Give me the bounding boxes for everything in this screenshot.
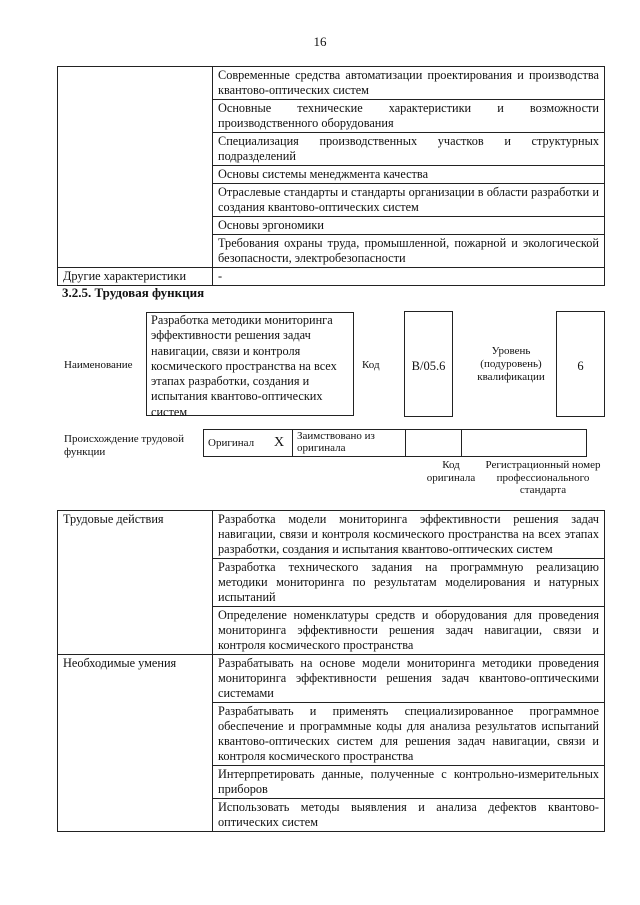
reg-number-cell xyxy=(462,430,587,457)
function-code-box: B/05.6 xyxy=(404,311,453,417)
table-row: Современные средства автоматизации проектирования и производства квантово-оптических систем xyxy=(213,67,605,100)
origin-table xyxy=(203,429,587,457)
name-label: Наименование xyxy=(64,359,133,371)
table-row: Разрабатывать и применять специализированное программное обеспечение и программные коды для анализа результатов испытаний квантово-оптических систем для решения задач навигации, связи и контроля космического пространства xyxy=(213,703,605,766)
table-row: Определение номенклатуры средств и оборудования для проведения мониторинга эффективности решения задач навигации, связи и контроля космического пространства xyxy=(213,607,605,655)
table-row: Разрабатывать на основе модели мониторинга методики проведения мониторинга эффективности решения задач квантово-оптическими системами xyxy=(213,655,605,703)
original-code-cell xyxy=(406,430,462,457)
section-title: 3.2.5. Трудовая функция xyxy=(62,285,205,300)
knowledge-label-cell xyxy=(58,67,213,268)
level-box: 6 xyxy=(556,311,605,417)
origin-label: Происхождение трудовой функции xyxy=(64,433,185,458)
page-number: 16 xyxy=(313,34,327,49)
other-characteristics-label: Другие характеристики xyxy=(58,268,213,286)
table-row: Разработка модели мониторинга эффективности решения задач навигации, связи и контроля космического пространства на всех этапах разработки, создания и испытания квантово-оптических систем xyxy=(213,511,605,559)
table-row: Специализация производственных участков и структурных подразделений xyxy=(213,133,605,166)
code-caption: Код оригинала xyxy=(426,459,476,484)
table-row: Требования охраны труда, промышленной, пожарной и экологической безопасности, электробезопасности xyxy=(213,235,605,268)
skills-label: Необходимые умения xyxy=(58,655,213,832)
table-row: Отраслевые стандарты и стандарты организации в области разработки и создания квантово-оптических систем xyxy=(213,184,605,217)
code-label: Код xyxy=(362,359,380,371)
original-cell: Оригинал xyxy=(204,430,271,457)
level-label: Уровень (подуровень) квалификации xyxy=(477,345,545,383)
table-row: Основы эргономики xyxy=(213,217,605,235)
actions-label: Трудовые действия xyxy=(58,511,213,655)
table-row: Основные технические характеристики и возможности производственного оборудования xyxy=(213,100,605,133)
original-mark: X xyxy=(270,430,293,457)
function-name-box: Разработка методики мониторинга эффективности решения задач навигации, связи и контроля космического пространства на всех этапах разработки, создания и испытания квантово-оптических систем xyxy=(146,312,354,416)
borrowed-cell: Заимствовано из оригинала xyxy=(293,430,406,457)
table-row: Основы системы менеджмента качества xyxy=(213,166,605,184)
labor-table xyxy=(57,510,605,832)
table-row: Разработка технического задания на программную реализацию методики мониторинга по результатам моделирования и натурных испытаний xyxy=(213,559,605,607)
knowledge-table xyxy=(57,66,605,286)
table-row: Использовать методы выявления и анализа дефектов квантово-оптических систем xyxy=(213,799,605,832)
table-row: Интерпретировать данные, полученные с контрольно-измерительных приборов xyxy=(213,766,605,799)
reg-caption: Регистрационный номер профессионального стандарта xyxy=(485,459,601,496)
other-characteristics-value: - xyxy=(213,268,605,286)
